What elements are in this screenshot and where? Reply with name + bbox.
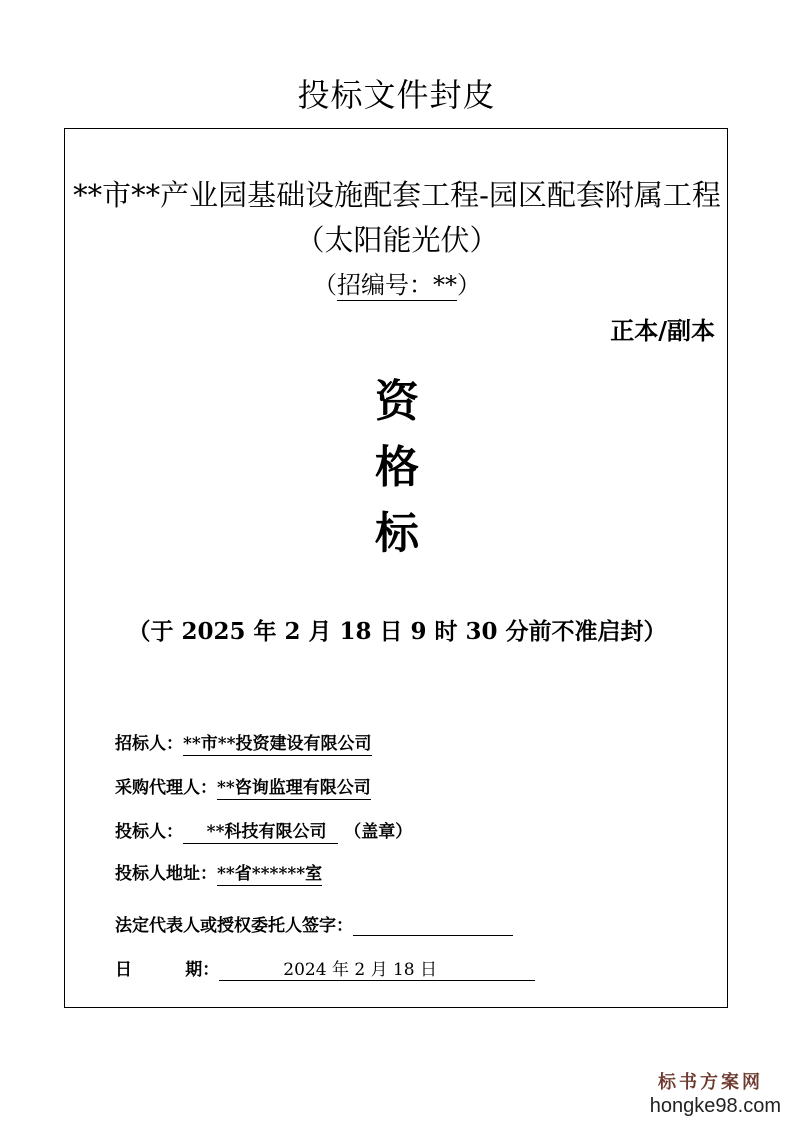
representative-signature-line[interactable] <box>353 915 513 936</box>
tender-number-value: 招编号：** <box>337 271 457 299</box>
date-label: 日 期： <box>115 960 220 980</box>
document-type-char-3: 标 <box>375 508 419 559</box>
watermark <box>650 1068 781 1118</box>
representative-label: 法定代表人或授权委托人签字： <box>115 916 353 936</box>
document-type-char-1: 资 <box>375 376 419 427</box>
copy-type: 正本/副本 <box>610 316 715 345</box>
watermark-url: hongke98.com <box>649 1095 781 1117</box>
tender-number-open-paren: （ <box>313 271 337 299</box>
watermark-site-name: 标书方案网 <box>658 1072 763 1093</box>
bidder-value: **科技有限公司 <box>183 822 339 842</box>
date-row <box>115 955 535 981</box>
agent-row <box>115 773 371 798</box>
tender-number-close-paren: ） <box>457 271 481 299</box>
address-value: **省******室 <box>217 864 323 884</box>
bidder-row <box>115 817 412 842</box>
opening-deadline: （于 2025 年 2 月 18 日 9 时 30 分前不准启封） <box>127 618 667 645</box>
tender-number <box>65 265 729 300</box>
cover-frame <box>64 128 728 1008</box>
agent-value: **咨询监理有限公司 <box>217 778 371 798</box>
page-title: 投标文件封皮 <box>297 76 496 114</box>
tenderee-row <box>115 729 372 754</box>
document-type-char-2: 格 <box>375 442 419 493</box>
bidder-label: 投标人： <box>115 822 183 842</box>
date-value: 2024 年 2 月 18 日 <box>219 955 535 981</box>
tenderee-label: 招标人： <box>115 734 183 754</box>
address-row <box>115 859 322 884</box>
bidder-seal-note: （盖章） <box>344 822 413 842</box>
representative-row <box>115 911 513 936</box>
project-name: **市**产业园基础设施配套工程-园区配套附属工程（太阳能光伏） <box>73 178 721 257</box>
tenderee-value: **市**投资建设有限公司 <box>183 734 372 754</box>
address-label: 投标人地址： <box>115 864 217 884</box>
document-type-title <box>65 369 729 567</box>
agent-label: 采购代理人： <box>115 778 217 798</box>
